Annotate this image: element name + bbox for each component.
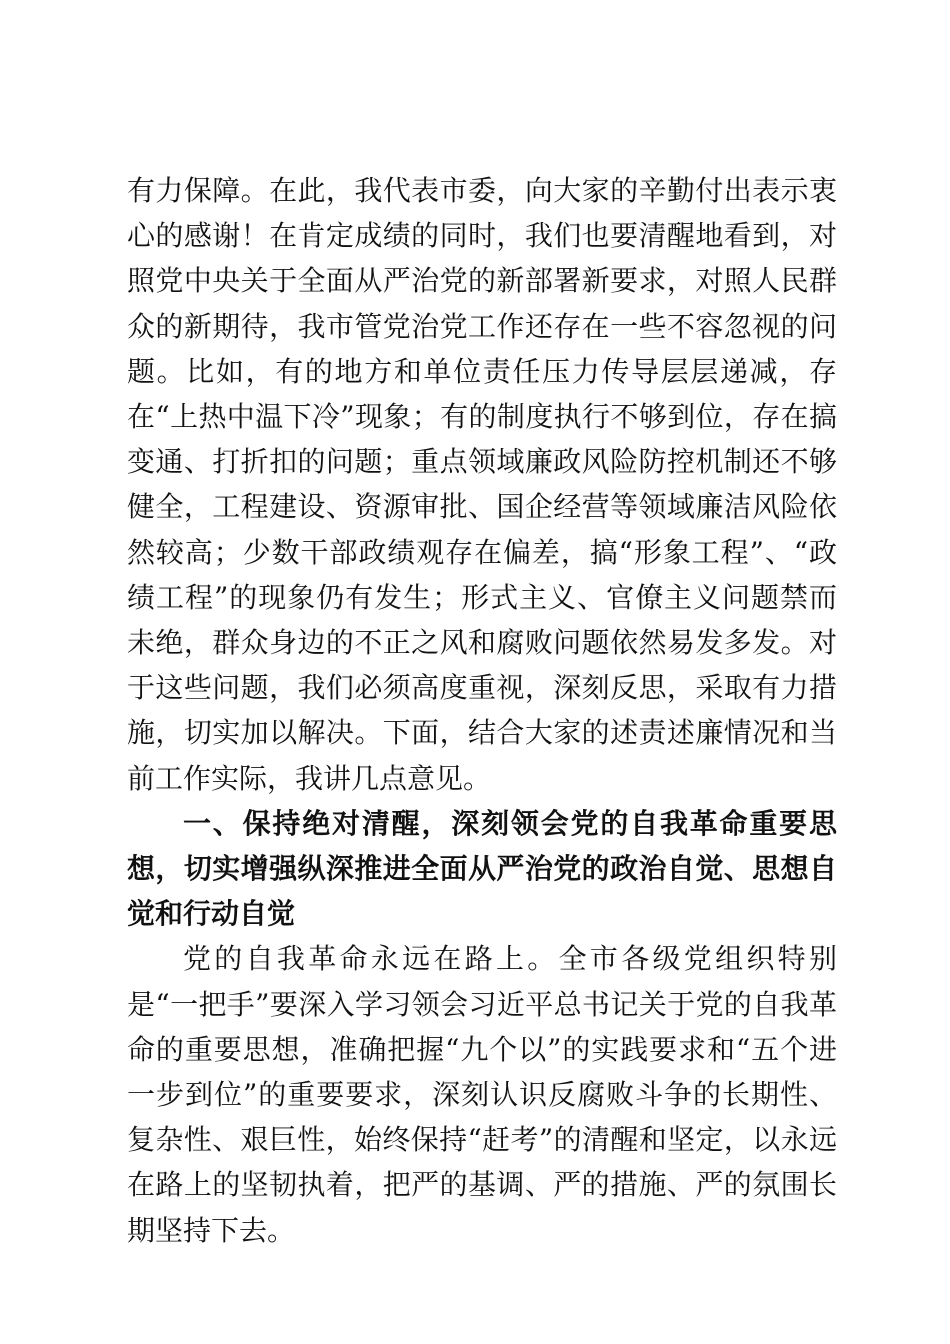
body-paragraph-continued: 有力保障。在此，我代表市委，向大家的辛勤付出表示衷心的感谢！在肯定成绩的同时，我们也要清醒地看到，对照党中央关于全面从严治党的新部署新要求，对照人民群众的新期待，我市管党治党工作还存在一些不容忽视的问题。比如，有的地方和单位责任压力传导层层递减，存在“上热中温下冷”现象；有的制度执行不够到位，存在搞变通、打折扣的问题；重点领域廉政风险防控机制还不够健全，工程建设、资源审批、国企经营等领域廉洁风险依然较高；少数干部政绩观存在偏差，搞“形象工程”、“政绩工程”的现象仍有发生；形式主义、官僚主义问题禁而未绝，群众身边的不正之风和腐败问题依然易发多发。对于这些问题，我们必须高度重视，深刻反思，采取有力措施，切实加以解决。下面，结合大家的述责述廉情况和当前工作实际，我讲几点意见。 [127, 174, 837, 795]
document-body [127, 168, 837, 1253]
section-heading: 一、保持绝对清醒，深刻领会党的自我革命重要思想，切实增强纵深推进全面从严治党的政治自觉、思想自觉和行动自觉 [127, 806, 837, 931]
body-paragraph: 党的自我革命永远在路上。全市各级党组织特别是“一把手”要深入学习领会习近平总书记关于党的自我革命的重要思想，准确把握“九个以”的实践要求和“五个进一步到位”的重要要求，深刻认识反腐败斗争的长期性、复杂性、艰巨性，始终保持“赶考”的清醒和坚定，以永远在路上的坚韧执着，把严的基调、严的措施、严的氛围长期坚持下去。 [127, 942, 837, 1247]
